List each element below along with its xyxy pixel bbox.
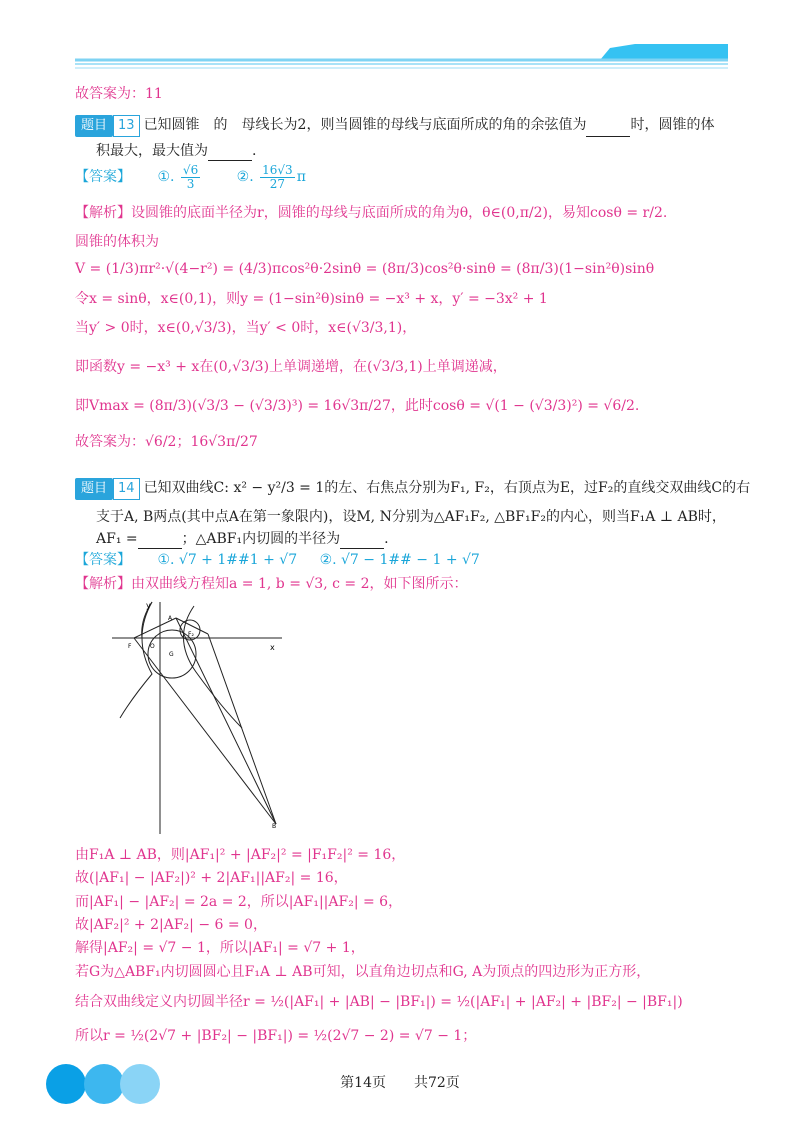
label-a: A — [168, 615, 173, 622]
label-x: x — [270, 643, 275, 652]
solution-14-line: 解得|AF₂| = √7 − 1，所以|AF₁| = √7 + 1， — [75, 940, 365, 956]
label-b: B — [272, 823, 277, 830]
solution-14-line: 故(|AF₁| − |AF₂|)² + 2|AF₁||AF₂| = 16， — [75, 870, 348, 886]
solution-14-line: 所以r = ½(2√7 + |BF₂| − |BF₁|) = ½(2√7 − 2) = √7 − 1； — [75, 1028, 477, 1044]
line-f1-b — [134, 638, 276, 824]
solution-13-line: V = (1/3)πr²·√(4−r²) = (4/3)πcos²θ·2sinθ = (8π/3)cos²θ·sinθ = (8π/3)(1−sin²θ)sinθ — [75, 261, 655, 277]
previous-answer: 故答案为：11 — [75, 86, 163, 102]
answer-label: 【答案】 — [75, 169, 131, 185]
answer-fraction: $\frac{16√3}{27}$ — [262, 162, 293, 191]
page-number: 第14页 共72页 — [340, 1075, 460, 1091]
solution-13-line: 即Vmax = (8π/3)(√3/3 − (√3/3)³) = 16√3π/27，此时cosθ = √(1 − (√3/3)²) = √6/2. — [75, 398, 640, 414]
label-g: G — [169, 651, 174, 658]
answer-blank — [340, 534, 384, 549]
header-banner — [0, 0, 800, 90]
answer-blank — [138, 534, 182, 549]
pi-symbol: π — [296, 169, 306, 185]
question-text: AF₁ = — [96, 531, 138, 547]
question-text: 已知双曲线C: x² − y²/3 = 1的左、右焦点分别为F₁, F₂，右顶点为E，过F₂的直线交双曲线C的右 — [143, 480, 751, 496]
hyperbola-left-branch — [120, 602, 152, 718]
solution-14-head: 【解析】由双曲线方程知a = 1, b = √3, c = 2，如下图所示： — [75, 576, 468, 592]
answer-index: ①. — [157, 169, 175, 185]
answer-14 — [75, 550, 800, 570]
question-14-line2: 支于A, B两点(其中点A在第一象限内)，设M, N分别为△AF₁F₂, △BF₁F₂的内心，则当F₁A ⊥ AB时， — [96, 509, 726, 525]
solution-13-line: 令x = sinθ，x∈(0,1)，则y = (1−sin²θ)sinθ = −x³ + x，y′ = −3x² + 1 — [75, 291, 548, 307]
hyperbola-figure — [112, 598, 292, 834]
answer-fraction: $\frac{√6}{3}$ — [182, 162, 199, 191]
question-text: 积最大，最大值为 — [96, 143, 208, 159]
question-label: 题目 — [75, 478, 113, 500]
label-f2: F₂ — [188, 631, 194, 638]
question-text: 已知圆锥 的 母线长为2，则当圆锥的母线与底面所成的角的余弦值为 — [143, 117, 587, 133]
solution-14-line: 故|AF₂|² + 2|AF₂| − 6 = 0， — [75, 917, 267, 933]
line-a-b — [176, 618, 276, 824]
question-13-line2 — [96, 141, 800, 161]
answer-label: 【答案】 — [75, 552, 131, 568]
label-f1: F — [128, 643, 132, 650]
solution-13-line: 即函数y = −x³ + x在(0,√3/3)上单调递增，在(√3/3,1)上单调递减， — [75, 359, 507, 375]
label-y: y — [146, 601, 151, 610]
solution-14-line: 若G为△ABF₁内切圆圆心且F₁A ⊥ AB可知，以直角边切点和G, A为顶点的四边形为正方形， — [75, 964, 651, 980]
solution-13-line: 圆锥的体积为 — [75, 234, 159, 250]
question-text: ；△ABF₁内切圆的半径为 — [181, 531, 341, 547]
label-o: O — [150, 643, 155, 650]
line-f2-b — [208, 634, 276, 824]
answer-13 — [75, 163, 800, 191]
period: . — [252, 143, 257, 159]
solution-14-line: 结合双曲线定义内切圆半径r = ½(|AF₁| + |AB| − |BF₁|) = ½(|AF₁| + |AF₂| + |BF₂| − |BF₁|) — [75, 994, 683, 1010]
question-label: 题目 — [75, 115, 113, 137]
question-13-line1 — [75, 115, 800, 137]
answer-2: ②. √7 − 1## − 1 + √7 — [319, 552, 480, 568]
solution-13-line: 当y′ > 0时，x∈(0,√3/3)，当y′ < 0时，x∈(√3/3,1)， — [75, 320, 417, 336]
answer-index: ②. — [236, 169, 254, 185]
answer-1: ①. √7 + 1##1 + √7 — [157, 552, 298, 568]
period: . — [384, 531, 389, 547]
solution-14-line: 由F₁A ⊥ AB，则|AF₁|² + |AF₂|² = |F₁F₂|² = 16， — [75, 847, 406, 863]
solution-14-line: 而|AF₁| − |AF₂| = 2a = 2，所以|AF₁||AF₂| = 6， — [75, 894, 403, 910]
answer-blank — [208, 146, 252, 161]
question-text: 时，圆锥的体 — [630, 117, 715, 133]
solution-13-line: 故答案为：√6/2；16√3π/27 — [75, 434, 258, 450]
answer-blank — [586, 122, 630, 137]
question-number: 14 — [113, 478, 140, 500]
question-number: 13 — [113, 115, 140, 137]
question-14-line3 — [96, 529, 800, 549]
question-14-line1 — [75, 478, 800, 500]
solution-13-line: 【解析】设圆锥的底面半径为r，圆锥的母线与底面所成的角为θ，θ∈(0,π/2)，易知cosθ = r/2. — [75, 205, 668, 221]
